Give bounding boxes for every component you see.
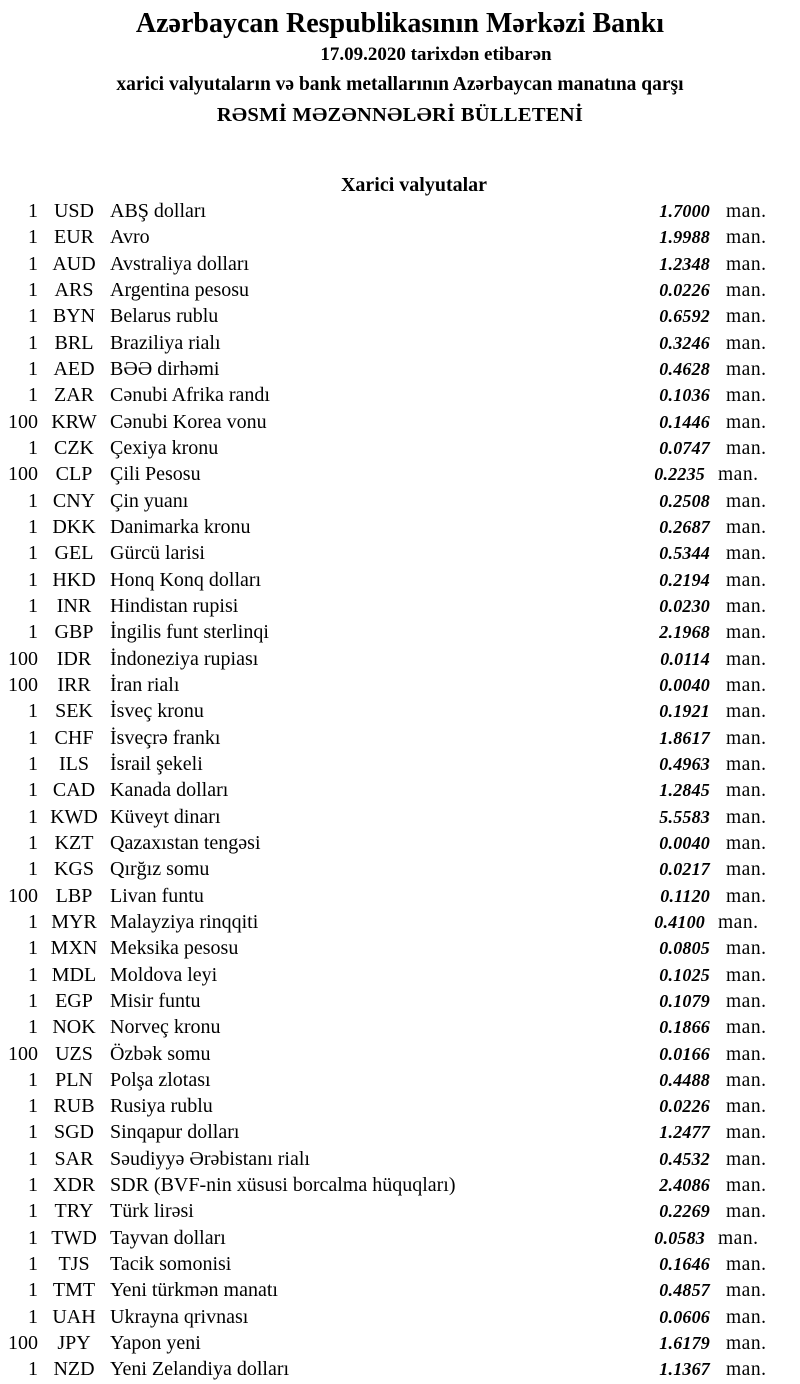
quantity-cell: 1	[28, 1226, 38, 1249]
currency-code-cell: JPY	[57, 1332, 91, 1355]
currency-code-cell: DKK	[52, 515, 96, 538]
rate-value-cell: 0.1025	[659, 964, 710, 985]
rate-row-aed	[0, 356, 772, 382]
rate-value-cell: 0.0040	[659, 674, 710, 695]
rate-value-cell: 1.2845	[659, 780, 710, 801]
unit-label: man.	[726, 780, 767, 802]
currency-name-cell: Polşa zlotası	[110, 1068, 211, 1091]
rate-row-xdr	[0, 1172, 772, 1198]
quantity-cell: 1	[28, 831, 38, 854]
section-title-foreign-currencies: Xarici valyutalar	[340, 174, 488, 196]
currency-name-cell: Rusiya rublu	[110, 1095, 213, 1118]
unit-label: man.	[726, 279, 767, 301]
rate-value-cell: 0.2508	[659, 490, 710, 511]
rate-value-cell: 0.2269	[659, 1201, 710, 1222]
quantity-cell: 1	[28, 384, 38, 407]
rate-row-twd	[0, 1225, 772, 1251]
rate-value-cell: 0.1921	[659, 701, 710, 722]
currency-name-cell: Türk lirəsi	[110, 1200, 194, 1223]
currency-code-cell: XDR	[52, 1174, 96, 1197]
currency-name-cell: Səudiyyə Ərəbistanı rialı	[110, 1147, 310, 1170]
currency-name-cell: Yeni Zelandiya dolları	[110, 1358, 290, 1381]
unit-label: man.	[726, 1175, 767, 1197]
currency-name-cell: Cənubi Korea vonu	[110, 410, 267, 433]
rate-value-cell: 0.0606	[659, 1306, 710, 1327]
quantity-cell: 1	[28, 278, 38, 301]
unit-label: man.	[726, 885, 767, 907]
currency-code-cell: CHF	[54, 726, 94, 749]
unit-label: man.	[726, 753, 767, 775]
currency-code-cell: UZS	[55, 1042, 93, 1065]
currency-code-cell: TRY	[54, 1200, 94, 1223]
currency-name-cell: Avro	[110, 226, 150, 249]
currency-code-cell: SGD	[53, 1121, 94, 1144]
rate-value-cell: 0.4100	[654, 911, 705, 932]
effective-date-line: 17.09.2020 tarixdən etibarən	[320, 44, 552, 65]
currency-name-cell: BƏƏ dirhəmi	[110, 357, 220, 380]
quantity-cell: 1	[28, 594, 38, 617]
unit-label: man.	[726, 1280, 767, 1302]
quantity-cell: 1	[28, 489, 38, 512]
rate-row-usd	[0, 198, 772, 224]
currency-code-cell: LBP	[55, 884, 93, 907]
rate-row-lbp	[0, 883, 772, 909]
quantity-cell: 1	[28, 621, 38, 644]
unit-label: man.	[726, 1148, 767, 1170]
rate-row-zar	[0, 382, 772, 408]
currency-code-cell: MDL	[51, 963, 97, 986]
currency-code-cell: NZD	[53, 1358, 95, 1381]
unit-label: man.	[726, 227, 767, 249]
rate-value-cell: 0.2687	[659, 516, 710, 537]
quantity-cell: 100	[8, 647, 38, 670]
rate-value-cell: 1.1367	[659, 1359, 710, 1380]
rate-value-cell: 0.2194	[659, 569, 710, 590]
unit-label: man.	[726, 595, 767, 617]
rate-value-cell: 1.8617	[659, 727, 710, 748]
rate-row-tmt	[0, 1277, 772, 1303]
exchange-rates-table	[0, 198, 772, 1383]
currency-code-cell: PLN	[55, 1068, 93, 1091]
currency-name-cell: Avstraliya dolları	[110, 252, 250, 275]
quantity-cell: 1	[28, 542, 38, 565]
unit-label: man.	[726, 1333, 767, 1355]
currency-name-cell: Gürcü larisi	[110, 542, 205, 565]
rate-row-ils	[0, 751, 772, 777]
currency-code-cell: SEK	[55, 700, 93, 723]
unit-label: man.	[726, 516, 767, 538]
unit-label: man.	[726, 411, 767, 433]
currency-name-cell: Misir funtu	[110, 989, 201, 1012]
rate-value-cell: 5.5583	[659, 806, 710, 827]
unit-label: man.	[726, 358, 767, 380]
rate-row-tjs	[0, 1251, 772, 1277]
unit-label: man.	[726, 306, 767, 328]
currency-code-cell: TJS	[58, 1253, 90, 1276]
currency-code-cell: ZAR	[54, 384, 94, 407]
quantity-cell: 1	[28, 568, 38, 591]
rate-row-dkk	[0, 514, 772, 540]
rate-row-aud	[0, 251, 772, 277]
currency-code-cell: KZT	[54, 831, 94, 854]
rate-value-cell: 0.4488	[659, 1069, 710, 1090]
rate-row-mdl	[0, 962, 772, 988]
rate-value-cell: 0.1446	[659, 411, 710, 432]
currency-name-cell: ABŞ dolları	[110, 200, 207, 222]
quantity-cell: 1	[28, 436, 38, 459]
currency-code-cell: AED	[53, 357, 95, 380]
rate-value-cell: 0.1120	[660, 885, 710, 906]
currency-name-cell: İngilis funt sterlinqi	[110, 621, 269, 644]
unit-label: man.	[726, 832, 767, 854]
quantity-cell: 1	[28, 1174, 38, 1197]
rate-row-czk	[0, 435, 772, 461]
rate-value-cell: 0.3246	[659, 332, 710, 353]
currency-code-cell: CNY	[52, 489, 96, 512]
currency-name-cell: Qırğız somu	[110, 858, 210, 881]
currency-code-cell: NOK	[52, 1016, 96, 1039]
rate-value-cell: 0.4963	[659, 753, 710, 774]
currency-name-cell: Malayziya rinqqiti	[110, 910, 259, 933]
unit-label: man.	[726, 1306, 767, 1328]
quantity-cell: 100	[8, 673, 38, 696]
rate-value-cell: 0.0230	[659, 595, 710, 616]
unit-label: man.	[726, 253, 767, 275]
rate-row-byn	[0, 303, 772, 329]
rate-value-cell: 2.1968	[659, 622, 710, 643]
rate-row-nok	[0, 1014, 772, 1040]
currency-name-cell: İsveç kronu	[110, 700, 204, 723]
rate-value-cell: 0.1866	[659, 1017, 710, 1038]
quantity-cell: 1	[28, 1253, 38, 1276]
currency-name-cell: Honq Konq dolları	[110, 568, 262, 591]
rate-value-cell: 0.0166	[659, 1043, 710, 1064]
unit-label: man.	[726, 648, 767, 670]
currency-code-cell: TWD	[51, 1226, 97, 1249]
unit-label: man.	[726, 1069, 767, 1091]
rate-value-cell: 0.1646	[659, 1254, 710, 1275]
currency-name-cell: İndoneziya rupiası	[110, 647, 259, 670]
currency-code-cell: EGP	[55, 989, 93, 1012]
rate-row-eur	[0, 224, 772, 250]
rate-row-kwd	[0, 804, 772, 830]
unit-label: man.	[726, 727, 767, 749]
currency-name-cell: Moldova leyi	[110, 963, 218, 986]
unit-label: man.	[726, 938, 767, 960]
rate-row-clp	[0, 461, 772, 487]
rate-row-sgd	[0, 1119, 772, 1145]
bulletin-title: RƏSMİ MƏZƏNNƏLƏRİ BÜLLETENİ	[216, 104, 584, 126]
currency-code-cell: MYR	[51, 910, 97, 933]
currency-code-cell: TMT	[52, 1279, 96, 1302]
quantity-cell: 1	[28, 331, 38, 354]
quantity-cell: 100	[8, 1332, 38, 1355]
unit-label: man.	[726, 569, 767, 591]
unit-label: man.	[726, 674, 767, 696]
rate-value-cell: 0.0226	[659, 1096, 710, 1117]
rate-value-cell: 1.7000	[659, 201, 710, 221]
rate-row-pln	[0, 1067, 772, 1093]
currency-code-cell: USD	[53, 200, 94, 222]
rate-row-gbp	[0, 619, 772, 645]
unit-label: man.	[726, 1201, 767, 1223]
rate-row-hkd	[0, 567, 772, 593]
currency-code-cell: IRR	[57, 673, 91, 696]
currency-name-cell: Hindistan rupisi	[110, 594, 239, 617]
rate-value-cell: 1.9988	[659, 227, 710, 248]
currency-name-cell: Tayvan dolları	[110, 1226, 226, 1249]
currency-code-cell: INR	[56, 594, 92, 617]
unit-label: man.	[726, 964, 767, 986]
currency-name-cell: Çin yuanı	[110, 489, 189, 512]
unit-label: man.	[726, 990, 767, 1012]
rate-row-brl	[0, 330, 772, 356]
currency-name-cell: İsrail şekeli	[110, 752, 203, 775]
quantity-cell: 100	[8, 410, 38, 433]
rate-value-cell: 0.1036	[659, 385, 710, 406]
scope-line: xarici valyutaların və bank metallarının Azərbaycan manatına qarşı	[116, 74, 684, 95]
rate-row-nzd	[0, 1356, 772, 1382]
quantity-cell: 1	[28, 700, 38, 723]
currency-name-cell: İsveçrə frankı	[110, 726, 221, 749]
quantity-cell: 1	[28, 1095, 38, 1118]
rate-row-sek	[0, 698, 772, 724]
rate-row-mxn	[0, 935, 772, 961]
currency-name-cell: Livan funtu	[110, 884, 204, 907]
unit-label: man.	[726, 1359, 767, 1381]
quantity-cell: 1	[28, 858, 38, 881]
currency-name-cell: Küveyt dinarı	[110, 805, 221, 828]
rate-row-krw	[0, 409, 772, 435]
rate-value-cell: 2.4086	[659, 1175, 710, 1196]
unit-label: man.	[726, 543, 767, 565]
unit-label: man.	[718, 464, 759, 486]
currency-name-cell: Ukrayna qrivnası	[110, 1305, 249, 1328]
unit-label: man.	[718, 1227, 759, 1249]
rate-value-cell: 0.0805	[659, 938, 710, 959]
rate-row-ars	[0, 277, 772, 303]
unit-label: man.	[726, 701, 767, 723]
currency-name-cell: Cənubi Afrika randı	[110, 384, 270, 407]
quantity-cell: 1	[28, 805, 38, 828]
unit-label: man.	[726, 201, 767, 222]
currency-code-cell: HKD	[52, 568, 96, 591]
unit-label: man.	[718, 911, 759, 933]
rate-value-cell: 0.4532	[659, 1148, 710, 1169]
quantity-cell: 1	[28, 252, 38, 275]
quantity-cell: 100	[8, 463, 38, 486]
quantity-cell: 1	[28, 1121, 38, 1144]
quantity-cell: 1	[28, 1358, 38, 1381]
unit-label: man.	[726, 806, 767, 828]
quantity-cell: 1	[28, 1016, 38, 1039]
currency-code-cell: GBP	[54, 621, 94, 644]
quantity-cell: 1	[28, 963, 38, 986]
currency-name-cell: İran rialı	[110, 673, 180, 696]
currency-code-cell: CZK	[54, 436, 94, 459]
unit-label: man.	[726, 622, 767, 644]
currency-name-cell: Norveç kronu	[110, 1016, 221, 1039]
rate-row-jpy	[0, 1330, 772, 1356]
currency-code-cell: KGS	[53, 858, 94, 881]
quantity-cell: 1	[28, 989, 38, 1012]
currency-name-cell: Meksika pesosu	[110, 937, 239, 960]
currency-code-cell: BYN	[52, 305, 96, 328]
unit-label: man.	[726, 332, 767, 354]
unit-label: man.	[726, 1096, 767, 1118]
rate-row-myr	[0, 909, 772, 935]
currency-code-cell: KRW	[51, 410, 97, 433]
rate-row-idr	[0, 646, 772, 672]
currency-name-cell: Çexiya kronu	[110, 436, 219, 459]
rate-row-egp	[0, 988, 772, 1014]
quantity-cell: 1	[28, 515, 38, 538]
unit-label: man.	[726, 1017, 767, 1039]
currency-code-cell: AUD	[52, 252, 96, 275]
currency-code-cell: CAD	[52, 779, 96, 802]
rate-value-cell: 0.0217	[659, 859, 710, 880]
rate-value-cell: 0.4857	[659, 1280, 710, 1301]
rate-value-cell: 1.2477	[659, 1122, 710, 1143]
unit-label: man.	[726, 385, 767, 407]
currency-name-cell: Danimarka kronu	[110, 515, 251, 538]
currency-code-cell: CLP	[55, 463, 93, 486]
currency-name-cell: Braziliya rialı	[110, 331, 221, 354]
rate-row-sar	[0, 1146, 772, 1172]
rate-row-rub	[0, 1093, 772, 1119]
currency-code-cell: ILS	[59, 752, 89, 775]
quantity-cell: 1	[28, 910, 38, 933]
currency-name-cell: Tacik somonisi	[110, 1253, 232, 1276]
unit-label: man.	[726, 1254, 767, 1276]
unit-label: man.	[726, 490, 767, 512]
currency-name-cell: Çili Pesosu	[110, 463, 201, 486]
rate-row-try	[0, 1198, 772, 1224]
currency-name-cell: Qazaxıstan tengəsi	[110, 831, 261, 854]
currency-code-cell: IDR	[56, 647, 92, 670]
quantity-cell: 1	[28, 1068, 38, 1091]
rate-value-cell: 1.2348	[659, 253, 710, 274]
quantity-cell: 1	[28, 200, 38, 222]
rate-row-cad	[0, 777, 772, 803]
rate-row-inr	[0, 593, 772, 619]
currency-code-cell: GEL	[54, 542, 94, 565]
currency-code-cell: BRL	[54, 331, 94, 354]
quantity-cell: 1	[28, 305, 38, 328]
currency-code-cell: SAR	[54, 1147, 94, 1170]
rate-value-cell: 0.0583	[654, 1227, 705, 1248]
currency-name-cell: Özbək somu	[110, 1042, 211, 1065]
currency-name-cell: Yeni türkmən manatı	[110, 1279, 278, 1302]
currency-code-cell: RUB	[53, 1095, 95, 1118]
rate-value-cell: 0.6592	[659, 306, 710, 327]
rate-row-kgs	[0, 856, 772, 882]
rate-row-uah	[0, 1304, 772, 1330]
quantity-cell: 1	[28, 1200, 38, 1223]
rate-row-cny	[0, 488, 772, 514]
rate-value-cell: 0.0226	[659, 279, 710, 300]
quantity-cell: 1	[28, 752, 38, 775]
currency-name-cell: Sinqapur dolları	[110, 1121, 240, 1144]
rate-value-cell: 1.6179	[659, 1333, 710, 1354]
currency-code-cell: MXN	[50, 937, 98, 960]
rate-row-irr	[0, 672, 772, 698]
rate-value-cell: 0.2235	[654, 464, 705, 485]
rate-value-cell: 0.4628	[659, 358, 710, 379]
currency-name-cell: Belarus rublu	[110, 305, 219, 328]
currency-name-cell: Kanada dolları	[110, 779, 229, 802]
unit-label: man.	[726, 1043, 767, 1065]
rate-row-chf	[0, 725, 772, 751]
quantity-cell: 1	[28, 357, 38, 380]
rate-value-cell: 0.1079	[659, 990, 710, 1011]
quantity-cell: 1	[28, 226, 38, 249]
rate-value-cell: 0.0747	[659, 437, 710, 458]
bank-title: Azərbaycan Respublikasının Mərkəzi Bankı	[135, 8, 665, 39]
currency-code-cell: ARS	[54, 278, 94, 301]
quantity-cell: 100	[8, 1042, 38, 1065]
quantity-cell: 1	[28, 937, 38, 960]
quantity-cell: 1	[28, 1305, 38, 1328]
currency-name-cell: Yapon yeni	[110, 1332, 201, 1355]
currency-name-cell: Argentina pesosu	[110, 278, 250, 301]
rate-value-cell: 0.0114	[660, 648, 710, 669]
rate-value-cell: 0.5344	[659, 543, 710, 564]
rate-row-kzt	[0, 830, 772, 856]
rate-row-uzs	[0, 1041, 772, 1067]
currency-code-cell: EUR	[54, 226, 94, 249]
quantity-cell: 100	[8, 884, 38, 907]
currency-name-cell: SDR (BVF-nin xüsusi borcalma hüquqları)	[110, 1174, 456, 1197]
quantity-cell: 1	[28, 726, 38, 749]
rate-value-cell: 0.0040	[659, 832, 710, 853]
quantity-cell: 1	[28, 1147, 38, 1170]
unit-label: man.	[726, 437, 767, 459]
quantity-cell: 1	[28, 1279, 38, 1302]
rate-row-gel	[0, 540, 772, 566]
unit-label: man.	[726, 1122, 767, 1144]
currency-code-cell: KWD	[50, 805, 98, 828]
unit-label: man.	[726, 859, 767, 881]
currency-code-cell: UAH	[52, 1305, 96, 1328]
quantity-cell: 1	[28, 779, 38, 802]
